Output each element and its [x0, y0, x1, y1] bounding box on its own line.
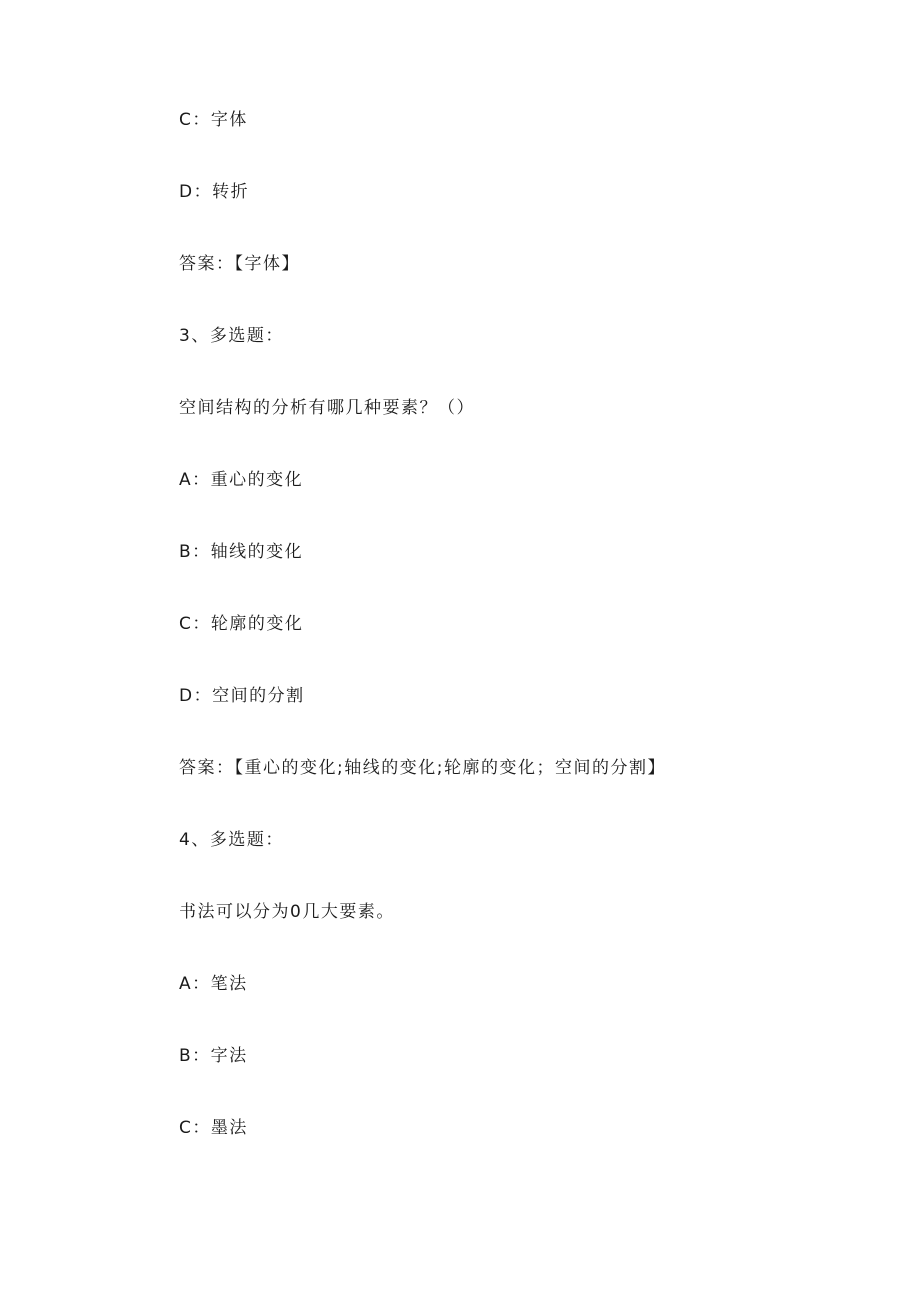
- option-a-q4: A：笔法: [179, 974, 248, 994]
- question-4-text: 书法可以分为0几大要素。: [179, 902, 395, 922]
- question-3-text: 空间结构的分析有哪几种要素？（）: [179, 398, 475, 418]
- option-d-q2: D：转折: [179, 182, 250, 202]
- option-c-q3: C：轮廓的变化: [179, 614, 304, 634]
- option-a-q3: A：重心的变化: [179, 470, 304, 490]
- option-d-q3: D：空间的分割: [179, 686, 305, 706]
- option-b-q4: B：字法: [179, 1046, 248, 1066]
- option-c-q2: C：字体: [179, 110, 248, 130]
- answer-q3: 答案：【重心的变化;轴线的变化;轮廓的变化；空间的分割】: [179, 758, 666, 778]
- option-b-q3: B：轴线的变化: [179, 542, 304, 562]
- answer-q2: 答案：【字体】: [179, 254, 300, 274]
- question-3-header: 3、多选题：: [179, 326, 284, 346]
- question-4-header: 4、多选题：: [179, 830, 284, 850]
- option-c-q4: C：墨法: [179, 1118, 248, 1138]
